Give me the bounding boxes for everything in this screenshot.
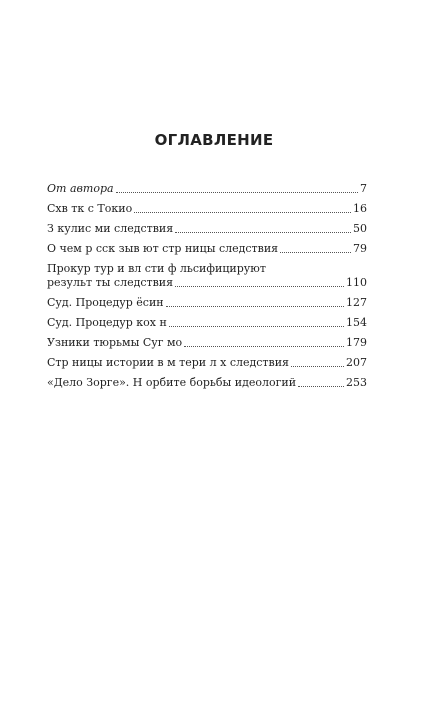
toc-entry[interactable]	[47, 182, 367, 196]
dot-leader	[116, 191, 358, 193]
toc-entry-title: Суд. Процедур кох н	[47, 316, 167, 329]
toc-entry-page: 110	[346, 276, 367, 289]
toc-entry-page: 50	[353, 222, 367, 235]
toc-entry-page: 7	[360, 182, 367, 195]
toc-entry-page: 127	[346, 296, 367, 309]
toc-entry[interactable]	[47, 222, 367, 236]
dot-leader	[280, 251, 351, 253]
toc-entry-page: 154	[346, 316, 367, 329]
toc-entry[interactable]	[47, 376, 367, 390]
toc-entry-page: 79	[353, 242, 367, 255]
dot-leader	[166, 305, 344, 307]
toc-entry[interactable]	[47, 242, 367, 256]
toc-entry-title: Схв тк с Токио	[47, 202, 133, 215]
dot-leader	[175, 231, 351, 233]
dot-leader	[298, 385, 344, 387]
dot-leader	[175, 285, 344, 287]
toc-entry[interactable]	[47, 202, 367, 216]
toc-entry-title: От автора	[47, 182, 114, 195]
toc-entry-page: 16	[353, 202, 367, 215]
toc-entry-page: 253	[346, 376, 367, 389]
dot-leader	[134, 211, 351, 213]
toc-entry-title: Суд. Процедур ёсин	[47, 296, 164, 309]
toc-entry-title: Узники тюрьмы Суг мо	[47, 336, 183, 349]
toc-entry-page: 207	[346, 356, 367, 369]
table-of-contents	[47, 182, 367, 396]
toc-entry[interactable]	[47, 262, 367, 290]
dot-leader	[291, 365, 344, 367]
toc-entry-title: Стр ницы истории в м тери л х следствия	[47, 356, 289, 369]
dot-leader	[184, 345, 344, 347]
page-title: ОГЛАВЛЕНИЕ	[154, 131, 274, 149]
toc-entry-title: результ ты следствия	[47, 276, 174, 289]
toc-entry-title: «Дело Зорге». Н орбите борьбы идеологий	[47, 376, 297, 389]
toc-entry-title: О чем р сск зыв ют стр ницы следствия	[47, 242, 279, 255]
toc-entry-title: З кулис ми следствия	[47, 222, 174, 235]
toc-entry[interactable]	[47, 356, 367, 370]
toc-entry[interactable]	[47, 336, 367, 350]
toc-entry-title-line1: Прокур тур и вл сти ф льсифицируют	[47, 262, 266, 275]
toc-entry-page: 179	[346, 336, 367, 349]
toc-entry[interactable]	[47, 316, 367, 330]
dot-leader	[169, 325, 344, 327]
toc-entry[interactable]	[47, 296, 367, 310]
